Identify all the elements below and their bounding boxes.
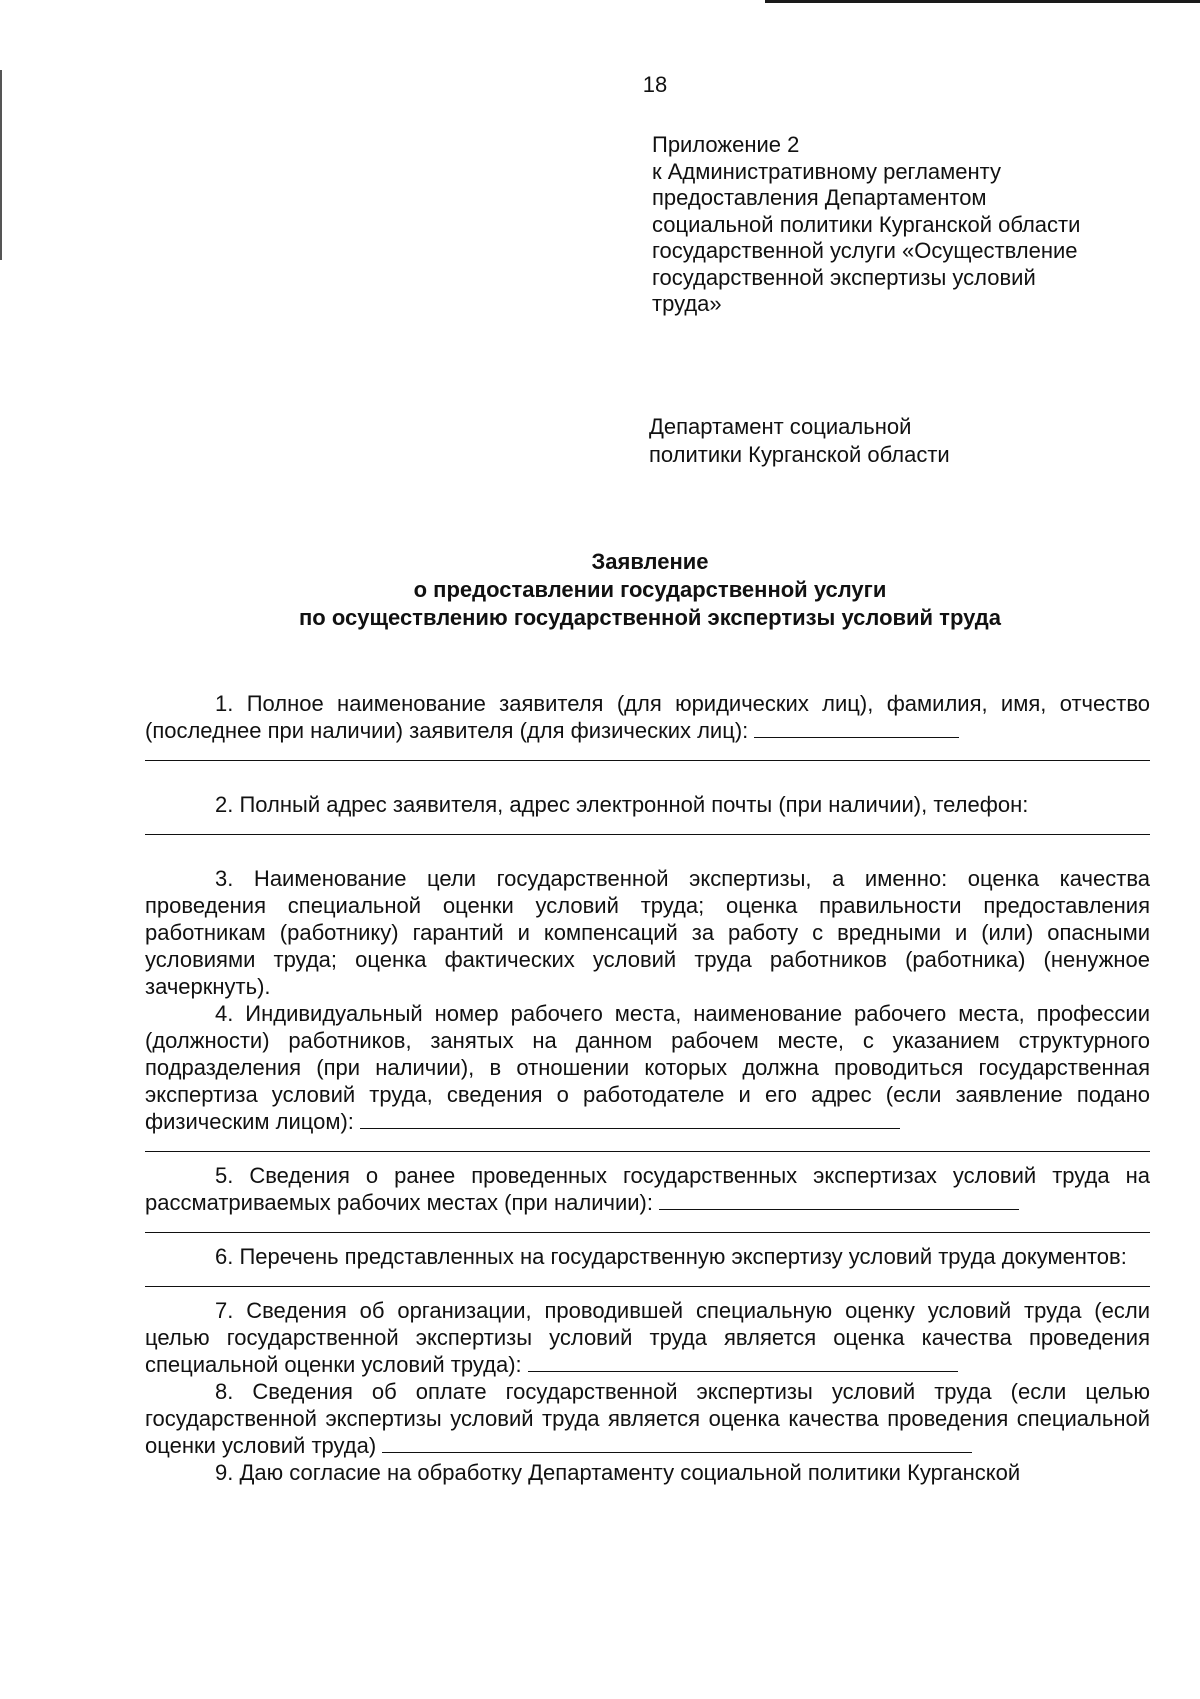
item-1-blank-line[interactable] (145, 744, 1150, 761)
item-1 (145, 690, 1150, 744)
item-6-blank-line[interactable] (145, 1270, 1150, 1287)
item-5 (145, 1162, 1150, 1216)
form-content (145, 690, 1150, 1486)
item-2-text: 2. Полный адрес заявителя, адрес электронной почты (при наличии), телефон: (215, 792, 1029, 817)
item-9-text: 9. Даю согласие на обработку Департаменту социальной политики Курганской (215, 1460, 1021, 1485)
item-7 (145, 1297, 1150, 1378)
appendix-line: предоставления Департаментом (652, 185, 987, 210)
appendix-line: Приложение 2 (652, 132, 800, 157)
item-1-text: 1. Полное наименование заявителя (для юридических лиц), фамилия, имя, отчество (последнее при наличии) заявителя (для физических лиц): (145, 691, 1150, 743)
title-line: о предоставлении государственной услуги (413, 577, 887, 602)
item-2 (145, 791, 1150, 818)
item-3-text: 3. Наименование цели государственной экспертизы, а именно: оценка качества проведения специальной оценки условий труда; оценка правильности предоставления работникам (работнику) гарантий и компенсаций за работу с вредными и (или) опасными условиями труда; оценка фактических условий труда работников (работника) (ненужное зачеркнуть). (145, 866, 1150, 999)
item-3 (145, 865, 1150, 1000)
title-line: по осуществлению государственной экспертизы условий труда (298, 605, 1001, 630)
item-5-blank[interactable] (659, 1189, 1019, 1210)
item-4-text: 4. Индивидуальный номер рабочего места, наименование рабочего места, профессии (должности) работников, занятых на данном рабочем месте, с указанием структурного подразделения (при наличии), в отношении которых должна проводиться государственная экспертиза условий труда, сведения о работодателе и его адрес (если заявление подано физическим лицом): (145, 1001, 1150, 1134)
scan-edge-left (0, 70, 2, 260)
page-number: 18 (642, 72, 668, 97)
item-5-text: 5. Сведения о ранее проведенных государственных экспертизах условий труда на рассматриваемых рабочих местах (при наличии): (145, 1163, 1150, 1215)
appendix-block (652, 132, 1152, 318)
item-2-blank-line[interactable] (145, 818, 1150, 835)
appendix-line: к Административному регламенту (652, 158, 1002, 184)
item-4 (145, 1000, 1150, 1135)
appendix-line: государственной экспертизы условий (652, 264, 1036, 290)
item-4-blank[interactable] (360, 1108, 900, 1129)
item-6-text: 6. Перечень представленных на государственную экспертизу условий труда документов: (215, 1244, 1127, 1269)
item-7-blank[interactable] (528, 1351, 958, 1372)
appendix-line: социальной политики Курганской области (652, 211, 1081, 237)
appendix-line: труда» (652, 291, 722, 316)
addressee-line: Департамент социальной (649, 414, 912, 439)
item-9 (145, 1459, 1150, 1486)
item-8 (145, 1378, 1150, 1459)
item-5-blank-line[interactable] (145, 1216, 1150, 1233)
item-7-text: 7. Сведения об организации, проводившей специальную оценку условий труда (если целью государственной экспертизы условий труда является оценка качества проведения специальной оценки условий труда): (145, 1298, 1150, 1377)
item-4-blank-line[interactable] (145, 1135, 1150, 1152)
appendix-line: государственной услуги «Осуществление (652, 238, 1078, 263)
document-title (140, 548, 1160, 632)
item-6 (145, 1243, 1150, 1270)
item-8-blank[interactable] (382, 1432, 972, 1453)
addressee-block (649, 413, 1149, 469)
item-1-blank[interactable] (754, 717, 959, 738)
addressee-line: политики Курганской области (649, 442, 950, 467)
title-line: Заявление (591, 549, 709, 574)
item-8-text: 8. Сведения об оплате государственной экспертизы условий труда (если целью государственной экспертизы условий труда является оценка качества проведения специальной оценки условий труда) (145, 1379, 1150, 1458)
scan-edge-top (765, 0, 1200, 3)
